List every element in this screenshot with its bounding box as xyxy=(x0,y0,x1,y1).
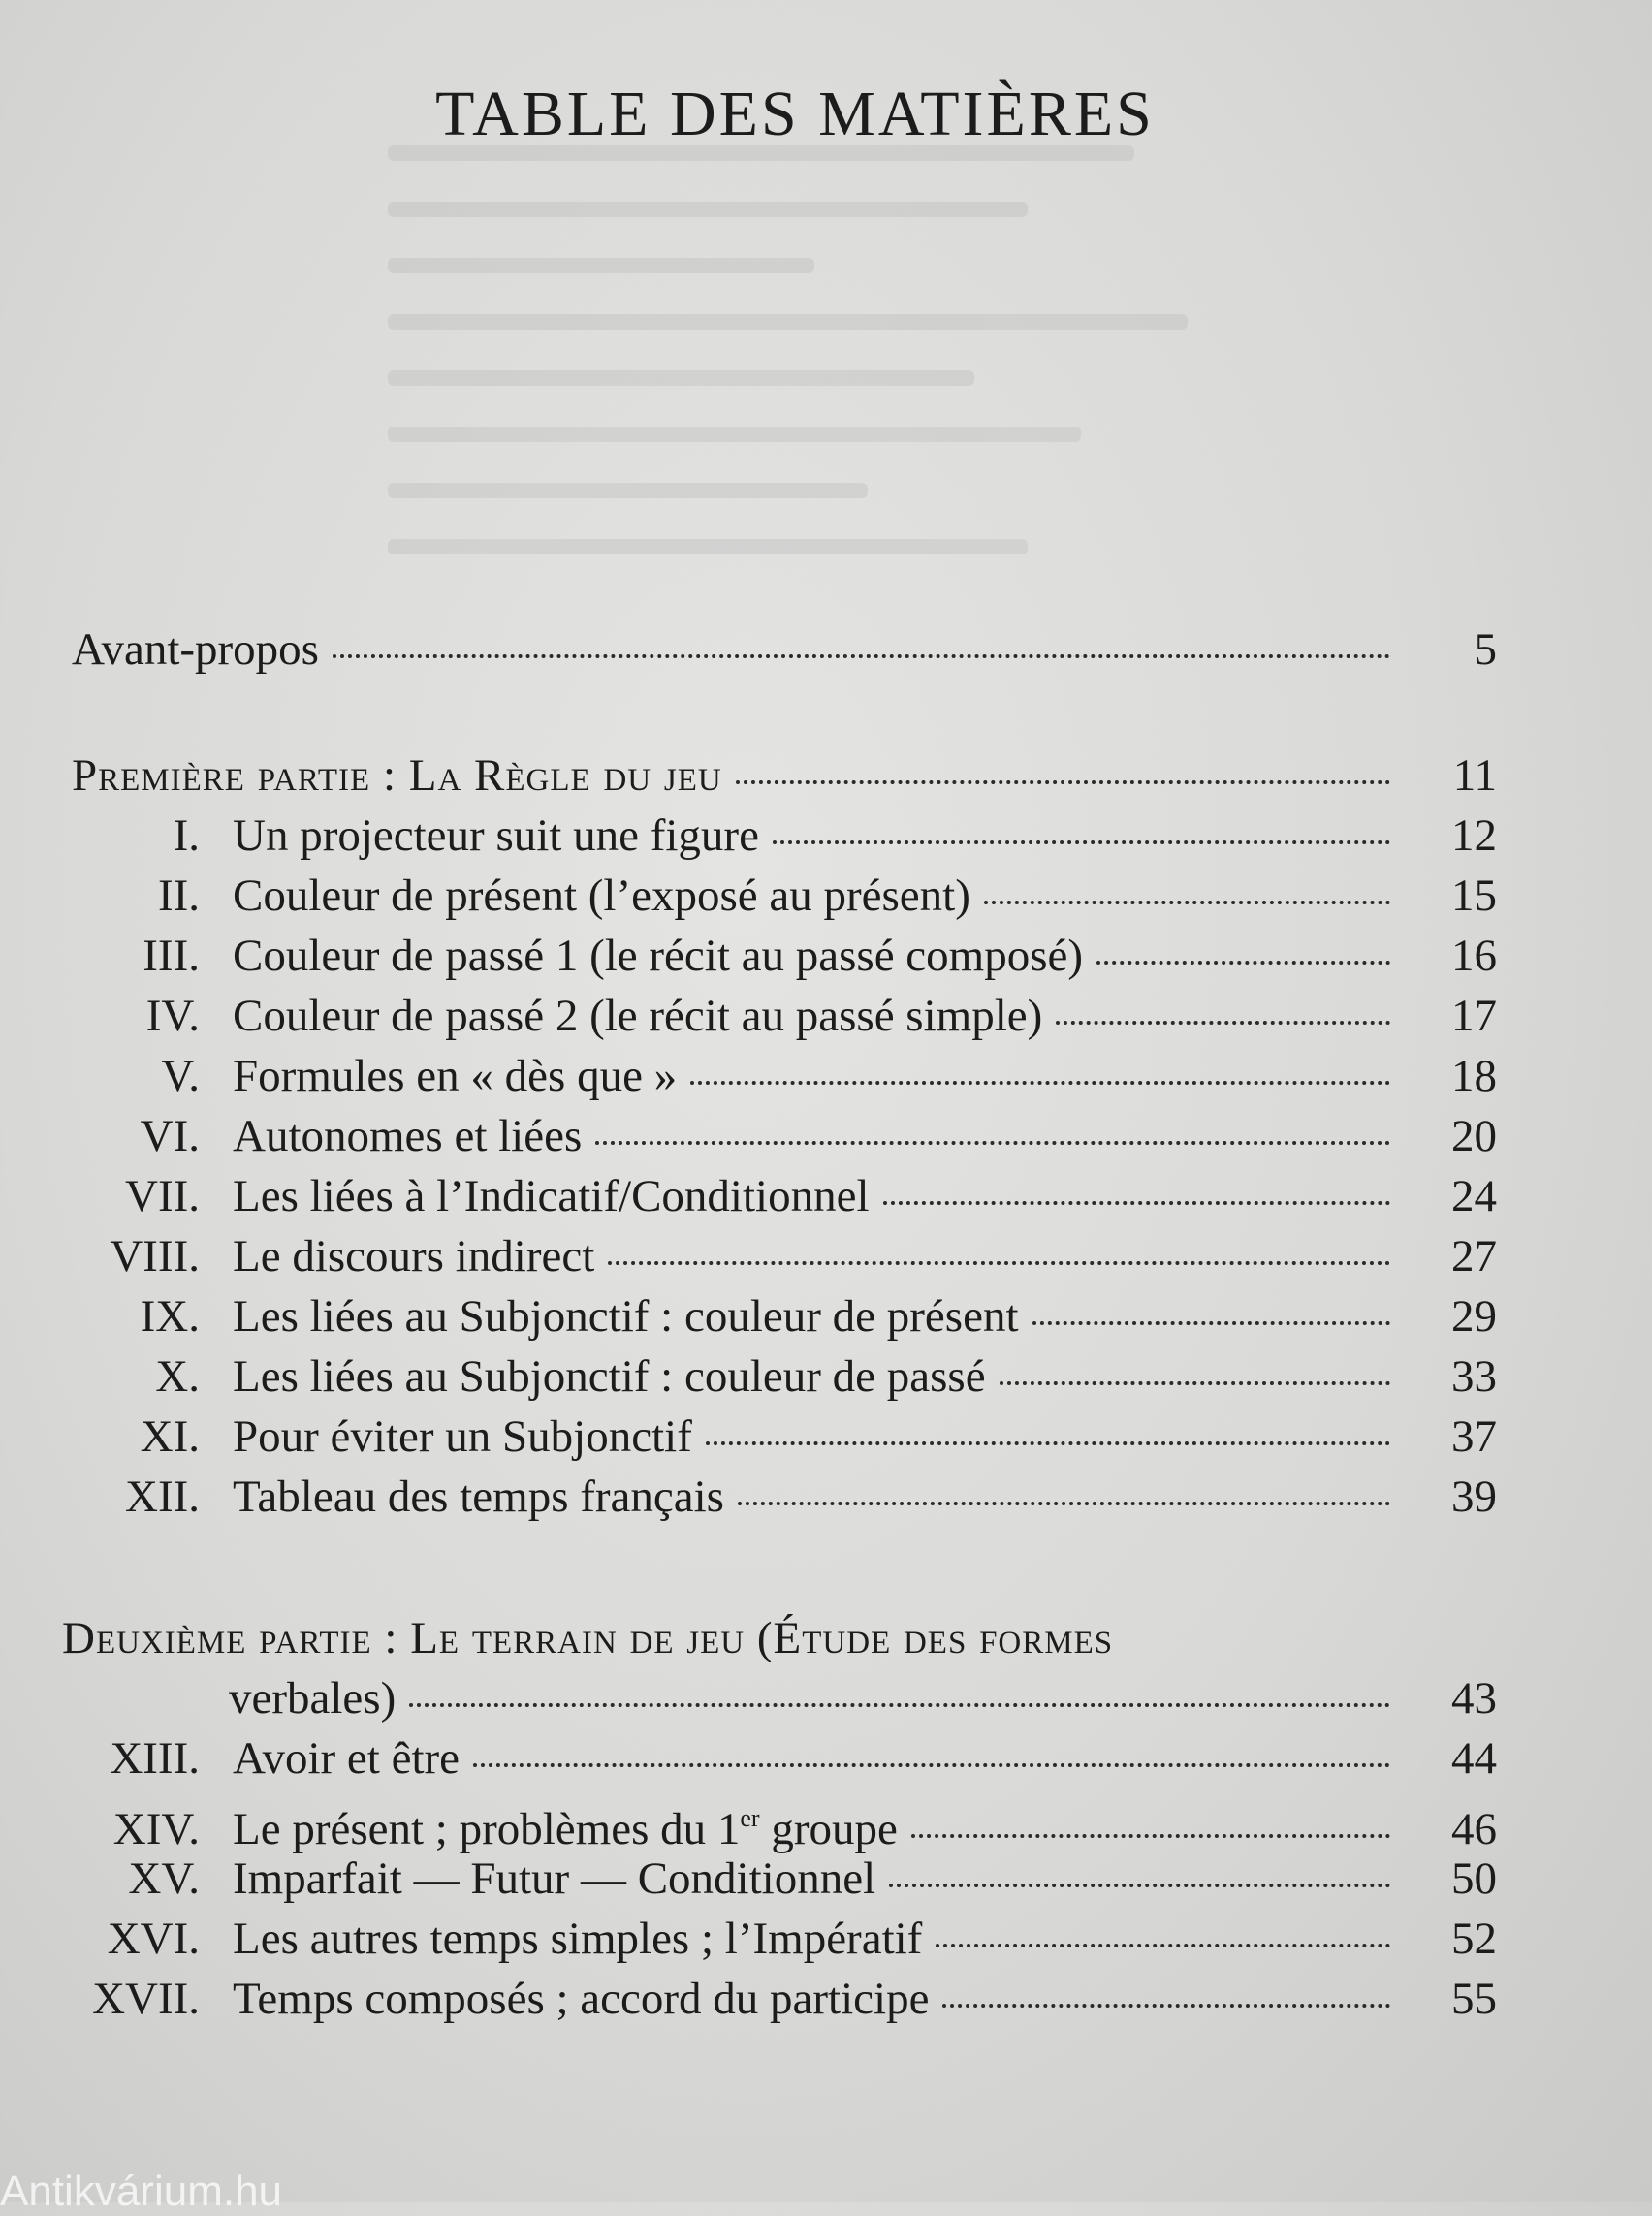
dot-leader xyxy=(889,1884,1390,1887)
toc-chapter-row[interactable] xyxy=(0,867,1497,925)
dot-leader xyxy=(1096,961,1390,965)
dot-leader xyxy=(409,1703,1390,1707)
chapter-page: 24 xyxy=(1451,1171,1497,1221)
chapter-number: VI. xyxy=(140,1111,200,1161)
toc-entry-part-1[interactable] xyxy=(72,746,1497,805)
watermark: Antikvárium.hu xyxy=(0,2168,283,2215)
entry-page: 5 xyxy=(1474,624,1497,675)
toc-chapter-row[interactable] xyxy=(0,1850,1497,1908)
chapter-title: Couleur de passé 1 (le récit au passé composé) xyxy=(233,931,1084,981)
toc-chapter-row[interactable] xyxy=(0,1729,1497,1788)
toc-chapter-row[interactable] xyxy=(0,1970,1497,2028)
chapter-page: 52 xyxy=(1451,1914,1497,1964)
chapter-title: Couleur de passé 2 (le récit au passé simple) xyxy=(233,991,1043,1041)
chapter-title: Temps composés ; accord du participe xyxy=(233,1974,930,2024)
toc-entry-avant-propos[interactable] xyxy=(72,620,1497,679)
chapter-number: XI. xyxy=(140,1411,200,1462)
chapter-page: 44 xyxy=(1451,1733,1497,1784)
dot-leader xyxy=(942,2004,1390,2008)
chapter-number: XIII. xyxy=(110,1733,200,1784)
chapter-title: Les liées à l’Indicatif/Conditionnel xyxy=(233,1171,870,1221)
chapter-number: XV. xyxy=(128,1853,200,1904)
chapter-title: Imparfait — Futur — Conditionnel xyxy=(233,1853,876,1904)
chapter-number: I. xyxy=(173,810,200,861)
chapter-title xyxy=(233,1789,898,1858)
chapter-page: 16 xyxy=(1451,931,1497,981)
chapter-number: II. xyxy=(157,871,200,921)
chapter-page: 50 xyxy=(1451,1853,1497,1904)
chapter-number: III. xyxy=(143,931,200,981)
chapter-title: Tableau des temps français xyxy=(233,1472,724,1522)
chapter-title: Le discours indirect xyxy=(233,1231,595,1282)
chapter-number: XVI. xyxy=(107,1914,200,1964)
part-title-continued: verbales) xyxy=(229,1673,397,1724)
toc-chapter-row[interactable] xyxy=(0,1789,1497,1858)
chapter-number: XII. xyxy=(125,1472,200,1522)
chapter-title-text: Le présent ; problèmes du 1 xyxy=(233,1804,741,1854)
part-title: Deuxième partie : Le terrain de jeu (Étude des formes xyxy=(62,1613,1114,1663)
chapter-title: Les liées au Subjonctif : couleur de passé xyxy=(233,1351,986,1402)
chapter-title-text-end: groupe xyxy=(759,1804,898,1854)
page-title: TABLE DES MATIÈRES xyxy=(435,79,1155,149)
chapter-title: Pour éviter un Subjonctif xyxy=(233,1411,692,1462)
toc-chapter-row[interactable] xyxy=(0,1347,1497,1406)
dot-leader xyxy=(773,840,1390,844)
toc-chapter-row[interactable] xyxy=(0,1107,1497,1165)
dot-leader xyxy=(690,1081,1390,1085)
dot-leader xyxy=(608,1261,1390,1265)
chapter-title: Avoir et être xyxy=(233,1733,461,1784)
superscript: er xyxy=(740,1804,760,1832)
chapter-number: V. xyxy=(161,1051,200,1101)
dot-leader xyxy=(911,1834,1390,1838)
chapter-page: 37 xyxy=(1451,1411,1497,1462)
entry-page: 11 xyxy=(1452,750,1497,801)
entry-page: 43 xyxy=(1451,1673,1497,1724)
chapter-page: 18 xyxy=(1451,1051,1497,1101)
toc-chapter-row[interactable] xyxy=(0,1167,1497,1225)
chapter-title: Couleur de présent (l’exposé au présent) xyxy=(233,871,970,921)
entry-title: Avant-propos xyxy=(72,624,319,675)
dot-leader xyxy=(883,1201,1390,1205)
chapter-number: VIII. xyxy=(110,1231,200,1282)
chapter-page: 20 xyxy=(1451,1111,1497,1161)
toc-chapter-row[interactable] xyxy=(0,807,1497,865)
chapter-number: XIV. xyxy=(112,1804,200,1854)
toc-entry-part-2-line-1[interactable] xyxy=(62,1609,1497,1667)
toc-chapter-row[interactable] xyxy=(0,1408,1497,1466)
dot-leader xyxy=(936,1944,1390,1947)
dot-leader xyxy=(1000,1381,1390,1385)
chapter-page: 46 xyxy=(1451,1804,1497,1854)
toc-chapter-row[interactable] xyxy=(0,1227,1497,1285)
chapter-page: 29 xyxy=(1451,1291,1497,1342)
chapter-number: IX. xyxy=(140,1291,200,1342)
chapter-number: XVII. xyxy=(92,1974,200,2024)
part-title: Première partie : La Règle du jeu xyxy=(72,750,722,801)
dot-leader xyxy=(1032,1321,1391,1325)
chapter-number: X. xyxy=(155,1351,200,1402)
toc-entry-part-2-line-2[interactable] xyxy=(229,1669,1497,1727)
chapter-number: VII. xyxy=(125,1171,200,1221)
chapter-title: Un projecteur suit une figure xyxy=(233,810,759,861)
chapter-page: 55 xyxy=(1451,1974,1497,2024)
dot-leader xyxy=(738,1502,1390,1505)
chapter-title: Les liées au Subjonctif : couleur de présent xyxy=(233,1291,1019,1342)
dot-leader xyxy=(595,1141,1390,1145)
dot-leader xyxy=(333,654,1390,658)
chapter-title: Les autres temps simples ; l’Impératif xyxy=(233,1914,923,1964)
chapter-title: Formules en « dès que » xyxy=(233,1051,678,1101)
dot-leader xyxy=(706,1441,1390,1445)
chapter-page: 17 xyxy=(1451,991,1497,1041)
dot-leader xyxy=(984,901,1390,904)
chapter-page: 12 xyxy=(1451,810,1497,861)
chapter-page: 33 xyxy=(1451,1351,1497,1402)
chapter-page: 39 xyxy=(1451,1472,1497,1522)
toc-chapter-row[interactable] xyxy=(0,927,1497,985)
toc-chapter-row[interactable] xyxy=(0,1047,1497,1105)
dot-leader xyxy=(736,780,1390,784)
toc-chapter-row[interactable] xyxy=(0,987,1497,1045)
chapter-page: 15 xyxy=(1451,871,1497,921)
dot-leader xyxy=(1056,1021,1390,1025)
toc-chapter-row[interactable] xyxy=(0,1910,1497,1968)
chapter-page: 27 xyxy=(1451,1231,1497,1282)
dot-leader xyxy=(473,1763,1390,1767)
chapter-number: IV. xyxy=(145,991,200,1041)
toc-chapter-row[interactable] xyxy=(0,1468,1497,1526)
toc-chapter-row[interactable] xyxy=(0,1287,1497,1345)
chapter-title: Autonomes et liées xyxy=(233,1111,583,1161)
